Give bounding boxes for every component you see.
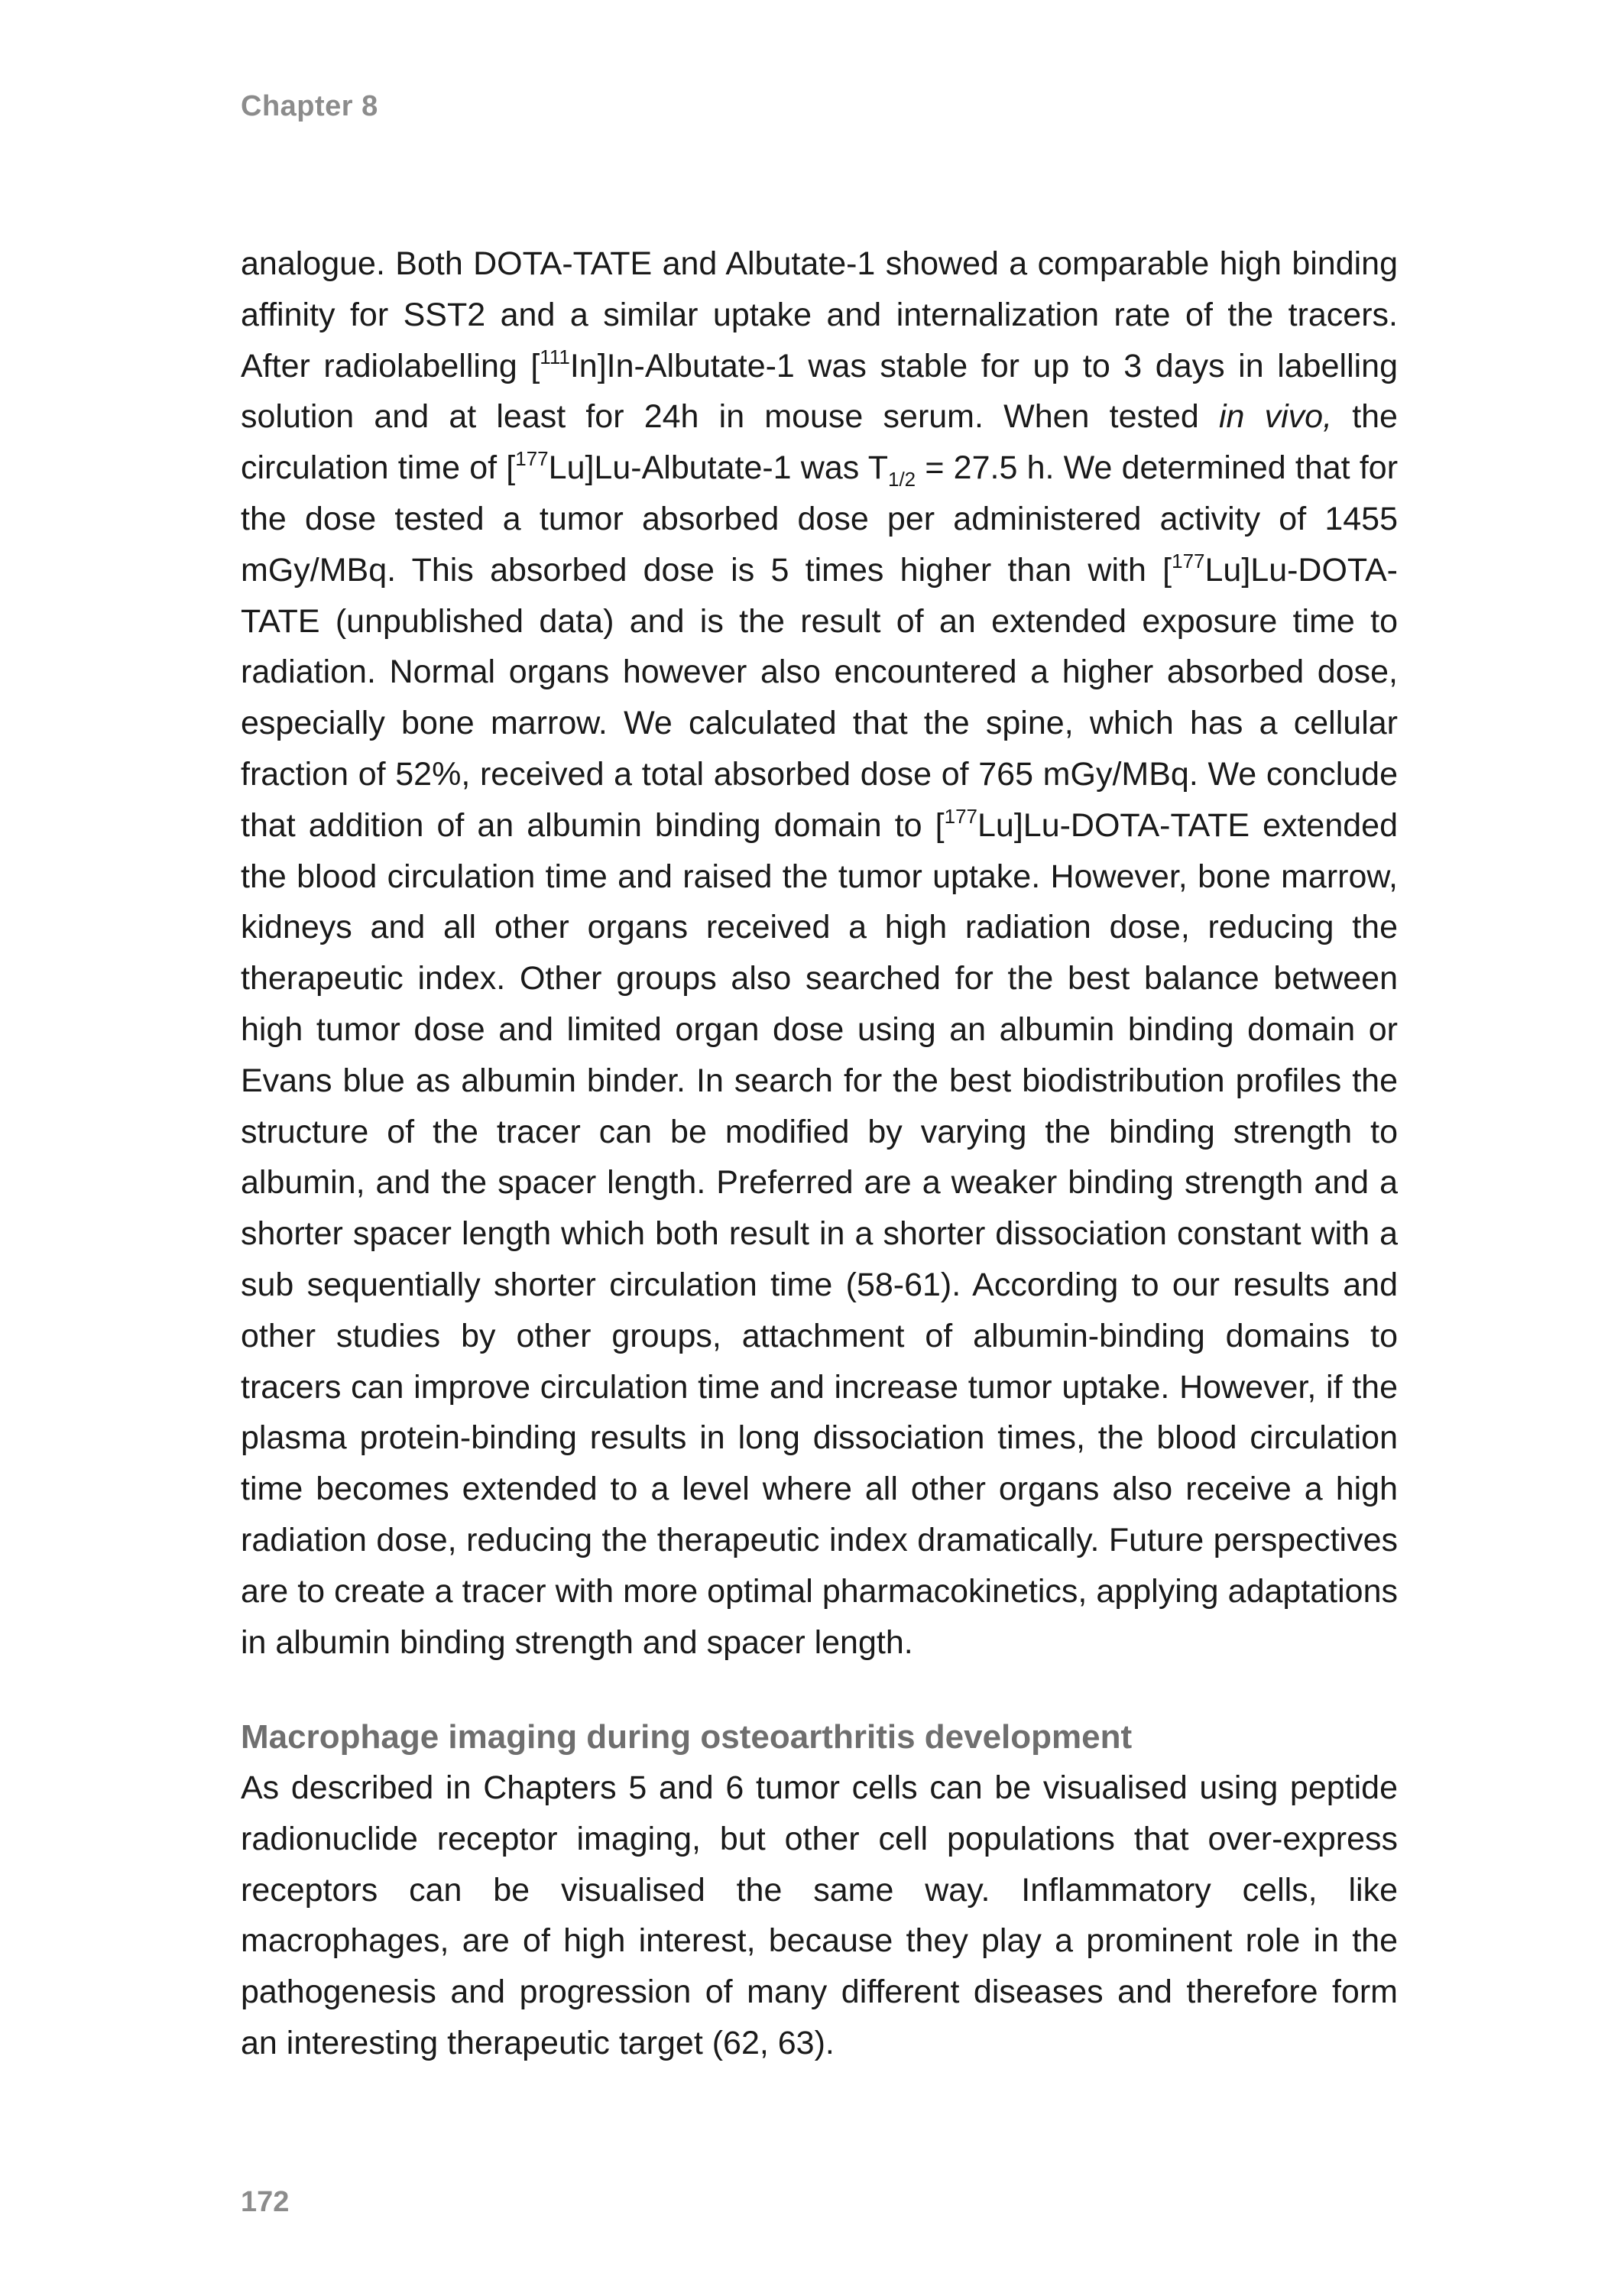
section-heading: Macrophage imaging during osteoarthritis development [241,1718,1133,1756]
isotope-superscript: 177 [1172,549,1205,572]
isotope-superscript: 177 [944,804,977,828]
italic-term: in vivo, [1218,398,1333,436]
text-segment: the circulation time of [ [241,398,1398,487]
running-head-chapter: Chapter 8 [241,90,378,122]
text-segment: = 27.5 h. We determined that for the dose tested a tumor absorbed dose per administered activity of 1455 mGy/MBq. This absorbed dose is 5 times higher than with [ [241,449,1399,589]
half-life-subscript: 1/2 [887,468,916,491]
isotope-superscript: 177 [515,447,549,471]
text-segment: Lu]Lu-Albutate-1 was T [548,449,888,487]
text-segment: Lu]Lu-DOTA-TATE (unpublished data) and is the result of an extended exposure time to radiation. Normal organs however also encountered a higher absorbed dose, especially bone marrow. We calculated that the spine, which has a cellular fraction of 52%, received a total absorbed dose of 765 mGy/MBq. We conclude that addition of an albumin binding domain to [ [241,551,1398,844]
text-segment: In]In-Albutate-1 was stable for up to 3 days in labelling solution and at least for 24h in mouse serum. When tested [241,347,1398,436]
body-paragraph-2: As described in Chapters 5 and 6 tumor cells can be visualised using peptide radionuclide receptor imaging, but other cell populations that over-express receptors can be visualised the same way. Inflammatory cells, like macrophages, are of high interest, because they play a prominent role in the pathogenesis and progression of many different diseases and therefore form an interesting therapeutic target (62, 63). [241,1769,1398,2061]
isotope-superscript: 111 [540,345,570,368]
page-number: 172 [241,2186,290,2218]
body-paragraph-1 [241,238,1398,1668]
text-segment: Lu]Lu-DOTA-TATE extended the blood circulation time and raised the tumor uptake. However, bone marrow, kidneys and all other organs received a high radiation dose, reducing the therapeutic index. Other groups also searched for the best balance between high tumor dose and limited organ dose using an albumin binding domain or Evans blue as albumin binder. In search for the best biodistribution profiles the structure of the tracer can be modified by varying the binding strength to albumin, and the spacer length. Preferred are a weaker binding strength and a shorter spacer length which both result in a shorter dissociation constant with a sub sequentially shorter circulation time (58-61). According to our results and other studies by other groups, attachment of albumin-binding domains to tracers can improve circulation time and increase tumor uptake. However, if the plasma protein-binding results in long dissociation times, the blood circulation time becomes extended to a level where all other organs also receive a high radiation dose, reducing the therapeutic index dramatically. Future perspectives are to create a tracer with more optimal pharmacokinetics, applying adaptations in albumin binding strength and spacer length. [241,806,1399,1661]
text-segment: analogue. Both DOTA-TATE and Albutate-1 showed a comparable high binding affinity for SST2 and a similar uptake and internalization rate of the tracers. After radiolabelling [ [241,245,1398,384]
